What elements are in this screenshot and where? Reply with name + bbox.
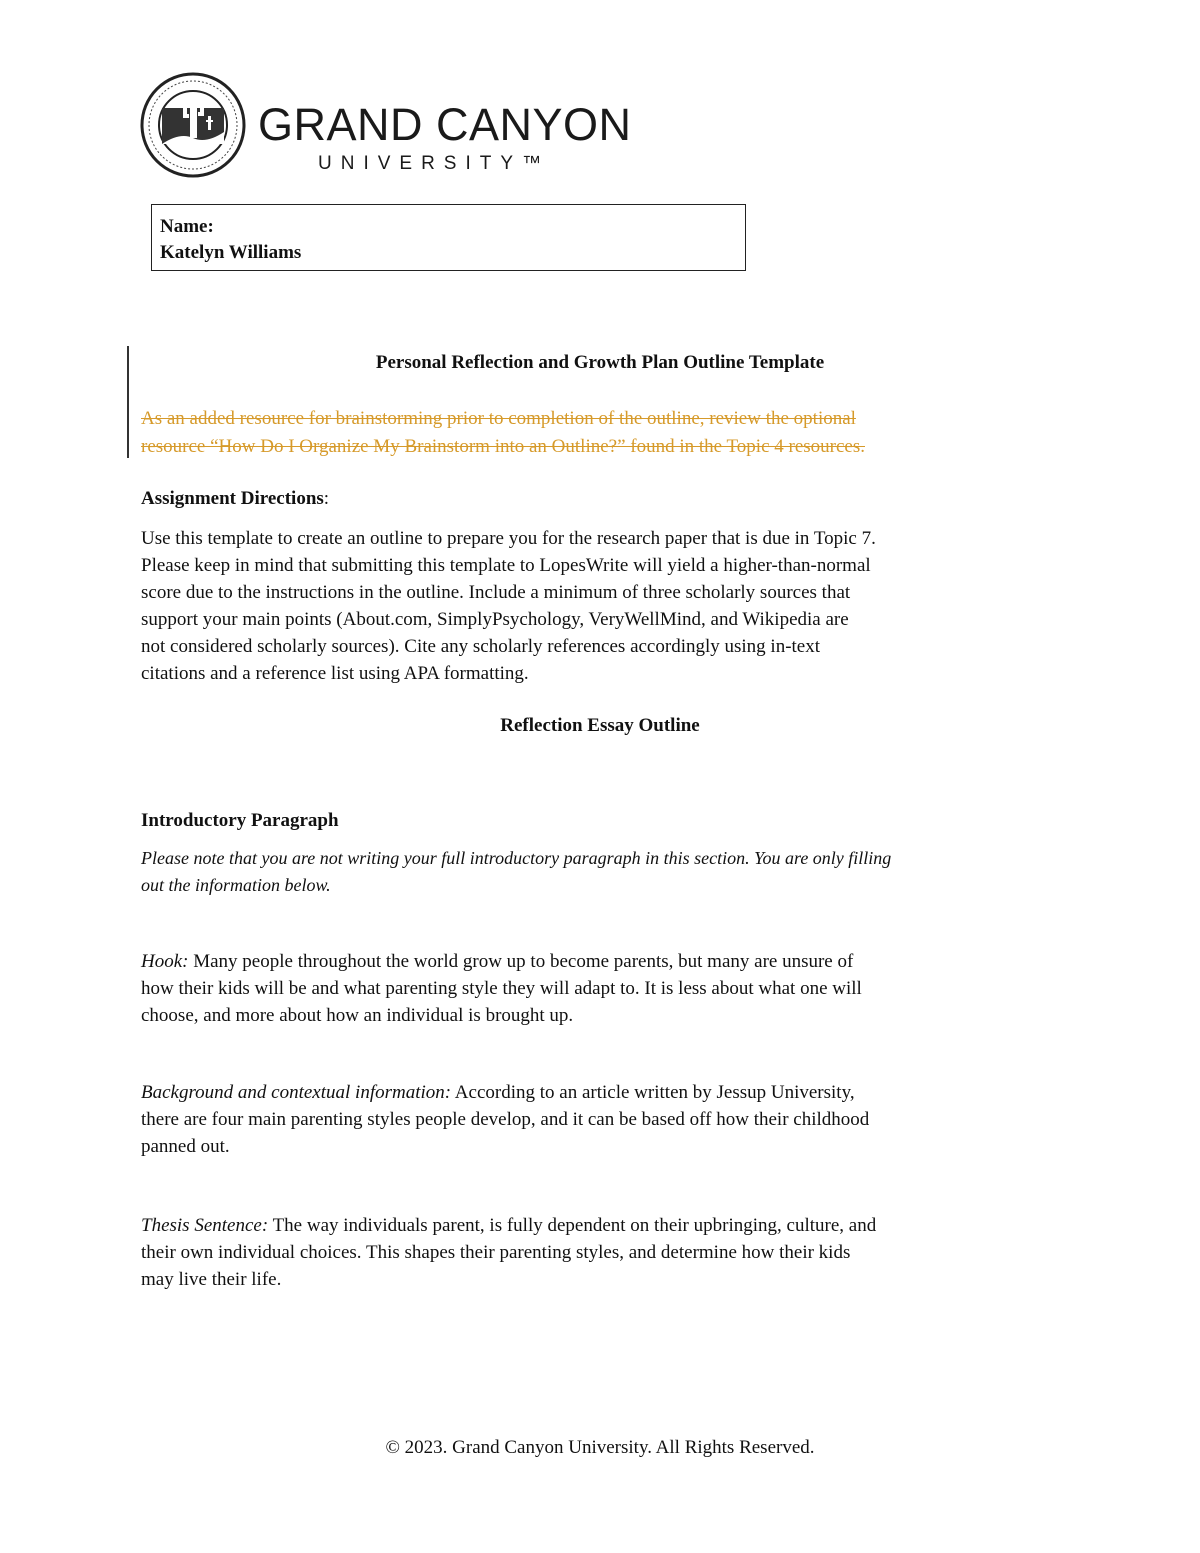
university-wordmark (258, 99, 632, 175)
directions-line: score due to the instructions in the outline. Include a minimum of three scholarly sources that (141, 582, 851, 603)
directions-line: Please keep in mind that submitting this template to LopesWrite will yield a higher-than-normal (141, 555, 871, 576)
hook-text: choose, and more about how an individual is brought up. (141, 1005, 574, 1026)
directions-line: support your main points (About.com, SimplyPsychology, VeryWellMind, and Wikipedia are (141, 609, 849, 630)
intro-note-line: Please note that you are not writing your full introductory paragraph in this section. You are only filling (141, 848, 892, 868)
directions-heading-line (141, 485, 1061, 512)
thesis-text: their own individual choices. This shapes their parenting styles, and determine how their kids (141, 1242, 851, 1263)
thesis-section (141, 1212, 1061, 1293)
directions-line: not considered scholarly sources). Cite any scholarly references accordingly using in-text (141, 636, 821, 657)
deleted-note-line: resource “How Do I Organize My Brainstorm into an Outline?” found in the Topic 4 resources. (141, 436, 865, 457)
hook-section (141, 948, 1061, 1029)
deleted-resource-note (141, 405, 1061, 461)
wordmark-title: GRAND CANYON (258, 99, 632, 150)
thesis-text: may live their life. (141, 1269, 282, 1290)
directions-line: citations and a reference list using APA formatting. (141, 663, 529, 684)
template-title: Personal Reflection and Growth Plan Outline Template (375, 352, 825, 373)
thesis-label: Thesis Sentence: (141, 1215, 269, 1236)
name-value: Katelyn Williams (160, 242, 302, 263)
hook-text: Many people throughout the world grow up to become parents, but many are unsure of (188, 951, 854, 972)
directions-line: Use this template to create an outline to prepare you for the research paper that is due in Topic 7. (141, 528, 876, 549)
intro-note (141, 845, 1061, 899)
directions-body (141, 525, 1061, 687)
copyright-footer: © 2023. Grand Canyon University. All Rights Reserved. (385, 1437, 815, 1458)
background-text: panned out. (141, 1136, 230, 1157)
background-label: Background and contextual information: (141, 1082, 452, 1103)
directions-heading-colon: : (323, 488, 330, 509)
hook-text: how their kids will be and what parenting style they will adapt to. It is less about what one will (141, 978, 862, 999)
university-logo (140, 72, 632, 182)
outline-title: Reflection Essay Outline (500, 715, 700, 736)
university-seal-icon (140, 72, 246, 178)
intro-note-line: out the information below. (141, 875, 331, 895)
hook-label: Hook: (141, 951, 189, 972)
deleted-note-line: As an added resource for brainstorming prior to completion of the outline, review the optional (141, 408, 856, 429)
directions-heading: Assignment Directions (141, 488, 324, 509)
wordmark-subtitle: UNIVERSITY™ (318, 153, 551, 174)
intro-heading: Introductory Paragraph (141, 810, 339, 831)
name-label: Name: (160, 216, 214, 237)
thesis-text: The way individuals parent, is fully dependent on their upbringing, culture, and (268, 1215, 877, 1236)
background-text: According to an article written by Jessup University, (451, 1082, 855, 1103)
background-section (141, 1079, 1061, 1160)
name-box (151, 204, 746, 271)
background-text: there are four main parenting styles people develop, and it can be based off how their childhood (141, 1109, 870, 1130)
